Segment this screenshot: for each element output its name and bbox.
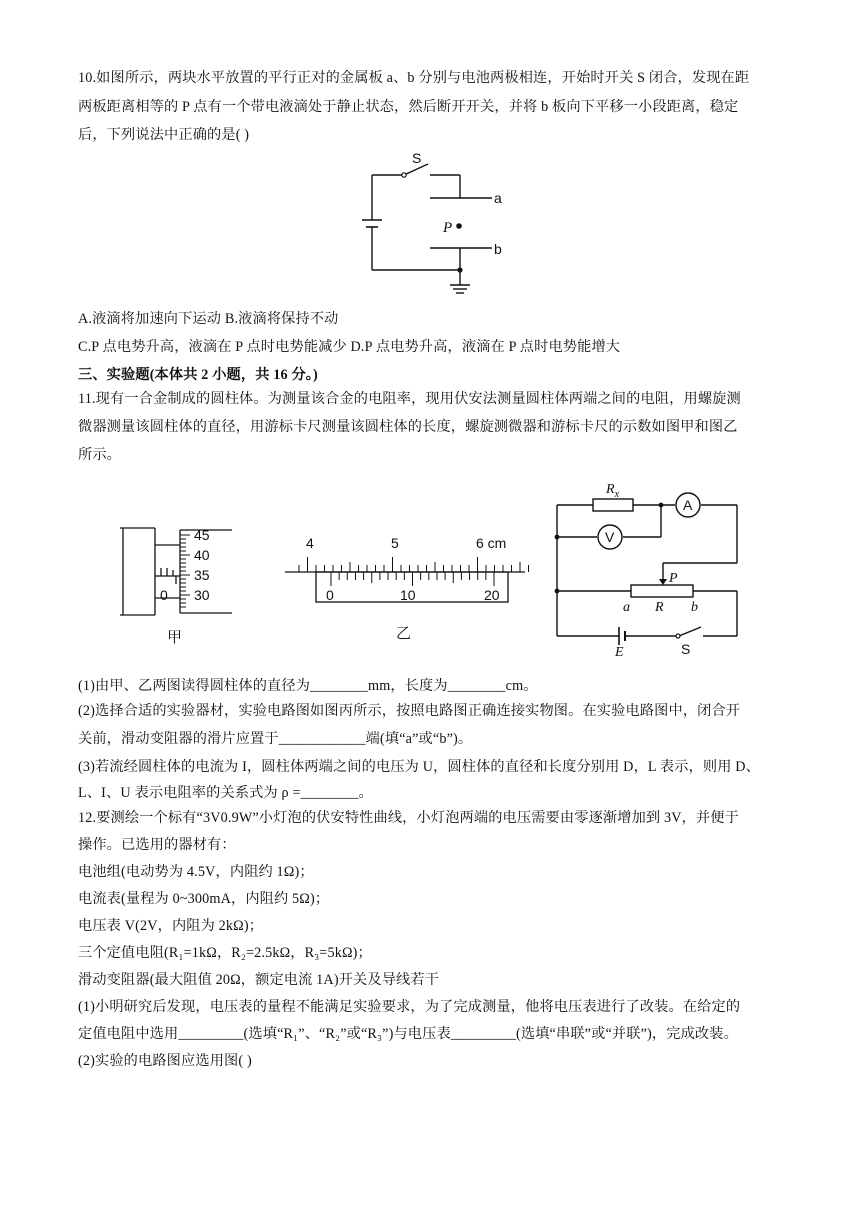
- q12-line-8: (1)小明研究后发现，电压表的量程不能满足实验要求，为了完成测量，他将电压表进行了改装。在给定的: [78, 999, 741, 1015]
- micrometer-caption: 甲: [167, 629, 183, 646]
- q11-line-1: 11.现有一合金制成的圆柱体。为测量该合金的电阻率，现用伏安法测量圆柱体两端之间的电阻，用螺旋测: [78, 391, 741, 407]
- ammeter-label: A: [683, 497, 693, 513]
- vernier-caliper-figure: [280, 528, 530, 648]
- q10-line-3: 后，下列说法中正确的是( ): [78, 127, 250, 143]
- section-3-heading: 三、实验题(本体共 2 小题，共 16 分。): [78, 367, 318, 383]
- q10-point-p-label: P: [443, 220, 453, 236]
- switch-s-label: S: [681, 641, 691, 657]
- q12-line-7: 滑动变阻器(最大阻值 20Ω，额定电流 1A)开关及导线若干: [78, 972, 440, 988]
- q11-sub-2a: (2)选择合适的实验器材，实验电路图如图丙所示，按照电路图正确连接实物图。在实验电路图中，闭合开: [78, 703, 741, 719]
- q11-sub-1: (1)由甲、乙两图读得圆柱体的直径为________mm，长度为________cm。: [78, 678, 538, 694]
- micrometer-tick-35: 35: [194, 567, 210, 583]
- q11-sub-2b: 关前，滑动变阻器的滑片应置于____________端(填“a”或“b”)。: [78, 731, 473, 747]
- q12-line-6: 三个定值电阻(R₁=1kΩ，R₂=2.5kΩ，R₃=5kΩ)；: [78, 945, 372, 961]
- micrometer-figure: [115, 520, 240, 650]
- q10-switch-label: S: [412, 150, 422, 166]
- micrometer-tick-45: 45: [194, 527, 210, 543]
- slider-p-label: P: [669, 571, 678, 586]
- q10-option-cd: C.P 点电势升高，液滴在 P 点时电势能减少 D.P 点电势升高，液滴在 P 点时电势能增大: [78, 339, 621, 355]
- q10-plate-a-label: a: [494, 190, 502, 206]
- q11-sub-3a: (3)若流经圆柱体的电流为 I，圆柱体两端之间的电压为 U，圆柱体的直径和长度分别用 D，L 表示，则用 D、: [78, 759, 761, 775]
- end-a-label: a: [623, 600, 630, 615]
- rx-label: $R_x$: [606, 482, 620, 500]
- q11-line-3: 所示。: [78, 447, 122, 463]
- caliper-main-4: 4: [306, 535, 314, 551]
- caliper-vernier-0: 0: [326, 587, 334, 603]
- q11-circuit-figure: [545, 475, 755, 660]
- q12-line-4: 电流表(量程为 0~300mA，内阻约 5Ω)；: [78, 891, 330, 907]
- caliper-main-5: 5: [391, 535, 399, 551]
- q10-capacitor-figure: [350, 150, 520, 300]
- q12-line-9: 定值电阻中选用_________(选填“R₁”、“R₂”或“R₃”)与电压表_________(选填“串联”或“并联”)，完成改装。: [78, 1026, 738, 1042]
- source-e-label: E: [615, 645, 624, 660]
- q12-line-2: 操作。已选用的器材有：: [78, 837, 236, 853]
- q12-line-3: 电池组(电动势为 4.5V，内阻约 1Ω)；: [78, 864, 314, 880]
- q10-plate-b-label: b: [494, 241, 502, 257]
- caliper-caption: 乙: [396, 625, 412, 642]
- q12-line-1: 12.要测绘一个标有“3V0.9W”小灯泡的伏安特性曲线，小灯泡两端的电压需要由零逐渐增加到 3V，并便于: [78, 810, 739, 826]
- q11-line-2: 微器测量该圆柱体的直径，用游标卡尺测量该圆柱体的长度，螺旋测微器和游标卡尺的示数如图甲和图乙: [78, 419, 738, 435]
- micrometer-tick-40: 40: [194, 547, 210, 563]
- q10-line-2: 两板距离相等的 P 点有一个带电液滴处于静止状态，然后断开开关，并将 b 板向下平移一小段距离，稳定: [78, 99, 739, 115]
- q12-line-5: 电压表 V(2V，内阻为 2kΩ)；: [78, 918, 264, 934]
- voltmeter-label: V: [605, 529, 615, 545]
- caliper-vernier-20: 20: [484, 587, 500, 603]
- caliper-main-6cm: 6 cm: [476, 535, 507, 551]
- q10-line-1: 10.如图所示，两块水平放置的平行正对的金属板 a、b 分别与电池两极相连，开始时开关 S 闭合，发现在距: [78, 70, 750, 86]
- q12-line-10: (2)实验的电路图应选用图( ): [78, 1053, 252, 1069]
- end-b-label: b: [691, 600, 698, 615]
- q10-option-ab: A.液滴将加速向下运动 B.液滴将保持不动: [78, 311, 339, 327]
- caliper-vernier-10: 10: [400, 587, 416, 603]
- rheostat-r-label: R: [655, 600, 664, 615]
- q11-sub-3b: L、I、U 表示电阻率的关系式为 ρ =________。: [78, 785, 373, 801]
- micrometer-tick-30: 30: [194, 587, 210, 603]
- micrometer-zero-label: 0: [160, 587, 168, 603]
